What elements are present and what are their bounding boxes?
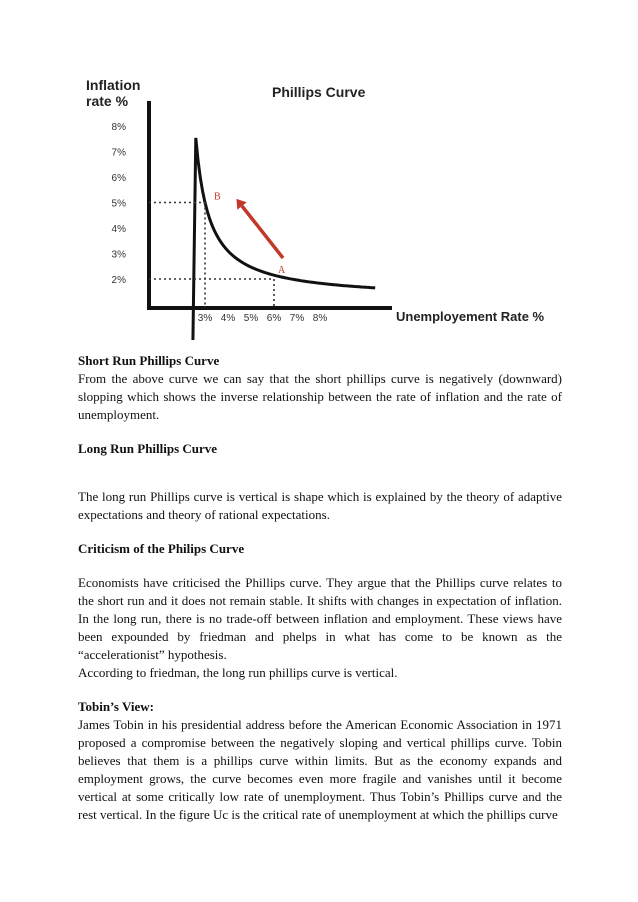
paragraph-long-run: The long run Phillips curve is vertical is shape which is explained by the theory of adaptive expectations and theory of rational expectations. xyxy=(78,489,562,522)
heading-long-run: Long Run Phillips Curve xyxy=(78,441,218,456)
chart-ylabel-line1: Inflation xyxy=(86,77,141,93)
x-tick-label: 8% xyxy=(312,313,328,324)
x-tick-label: 5% xyxy=(243,313,259,324)
paragraph-tobin: James Tobin in his presidential address before the American Economic Association in 1971 proposed a compromise between the negatively sloping and vertical phillips curve. Tobin believes that them is a phillips curve within limits. But as the economy expands and employment grows, the curve becomes even more fragile and vanishes until it become vertical at some critically low rate of unemployment. Thus Tobin’s Phillips curve and the rest vertical. In the figure Uc is the critical rate of unemployment at which the phillips curve xyxy=(78,717,562,822)
y-tick-label: 8% xyxy=(111,122,126,133)
y-tick-label: 4% xyxy=(111,224,126,235)
paragraph-short-run: From the above curve we can say that the short phillips curve is negatively (downward) slopping which shows the inverse relationship between the rate of inflation and the rate of unemployment. xyxy=(78,371,562,422)
chart-title: Phillips Curve xyxy=(272,84,366,100)
paragraph-criticism: Economists have criticised the Phillips curve. They argue that the Phillips curve relates to the short run and it does not remain stable. It shifts with changes in expectation of inflation. In the long run, there is no trade-off between inflation and employment. These views have been expounded by friedman and phelps in what has come to be known as the “accelerationist” hypothesis. xyxy=(78,575,562,662)
x-tick-label: 3% xyxy=(197,313,213,324)
paragraph-friedman: According to friedman, the long run phillips curve is vertical. xyxy=(78,665,398,680)
heading-tobin: Tobin’s View: xyxy=(78,699,154,714)
y-tick-label: 5% xyxy=(111,198,126,210)
chart-xlabel: Unemployement Rate % xyxy=(396,309,545,324)
movement-arrow xyxy=(242,206,283,258)
x-tick-label: 7% xyxy=(289,313,305,324)
x-tick-label: 4% xyxy=(220,313,236,324)
x-tick-label: 6% xyxy=(266,313,282,324)
heading-criticism: Criticism of the Philips Curve xyxy=(78,541,245,556)
y-tick-label: 6% xyxy=(111,173,126,184)
y-tick-label: 7% xyxy=(111,147,126,159)
y-tick-label: 2% xyxy=(111,275,126,286)
document-body xyxy=(78,352,562,824)
heading-short-run: Short Run Phillips Curve xyxy=(78,353,220,368)
point-label-b: B xyxy=(214,191,221,203)
chart-ylabel-line2: rate % xyxy=(86,93,129,109)
point-label-a: A xyxy=(278,265,286,276)
y-tick-label: 3% xyxy=(111,249,126,261)
phillips-curve-chart xyxy=(0,0,638,340)
